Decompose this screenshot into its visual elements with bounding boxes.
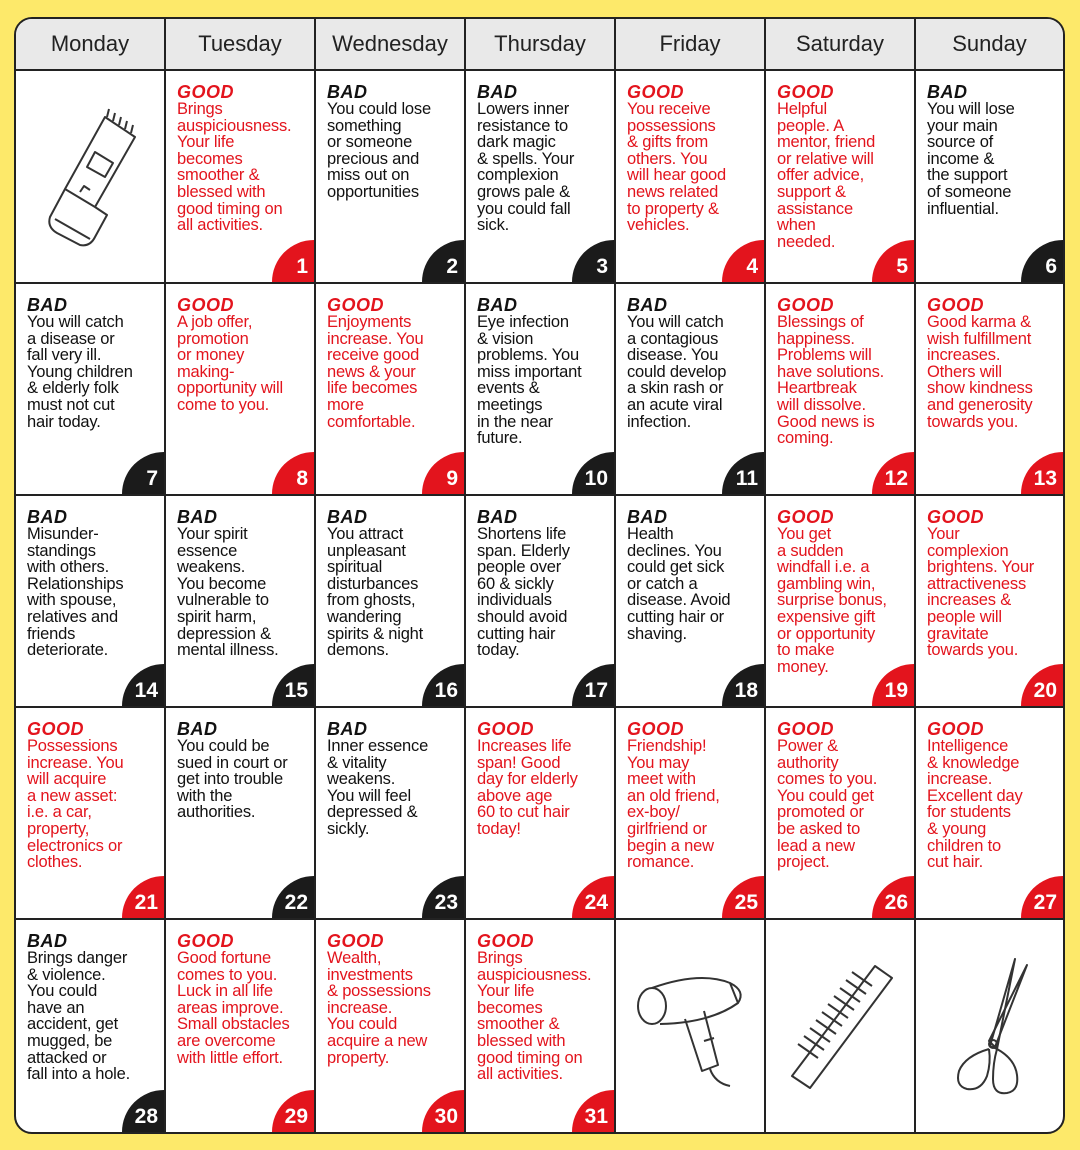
day-number-badge: 4 <box>722 240 764 282</box>
day-cell <box>466 708 616 920</box>
day-rating: BAD <box>327 507 368 527</box>
day-cell <box>616 708 766 920</box>
day-cell <box>166 920 316 1132</box>
day-rating: GOOD <box>927 507 985 527</box>
day-description: You attract unpleasant spiritual disturbances from ghosts, wandering spirits & night demons. <box>327 525 424 660</box>
day-rating: GOOD <box>627 719 685 739</box>
day-rating: GOOD <box>927 295 985 315</box>
day-cell <box>466 920 616 1132</box>
day-number-badge: 1 <box>272 240 314 282</box>
day-description: You will catch a disease or fall very ill. Young children & elderly folk must not cut hair today. <box>27 313 133 431</box>
weekday-wednesday: Wednesday <box>316 19 466 69</box>
day-cell <box>316 496 466 708</box>
weekday-tuesday: Tuesday <box>166 19 316 69</box>
day-cell <box>166 71 316 284</box>
day-cell <box>916 496 1063 708</box>
hair-clipper-illustration-cell <box>16 71 166 284</box>
scissors-illustration-cell <box>916 920 1063 1132</box>
day-rating: GOOD <box>177 82 235 102</box>
day-cell <box>316 71 466 284</box>
day-number-badge: 19 <box>872 664 914 706</box>
day-rating: BAD <box>477 507 518 527</box>
day-rating: GOOD <box>477 719 535 739</box>
day-cell <box>166 284 316 496</box>
day-rating: BAD <box>627 507 668 527</box>
day-description: Brings auspiciousness. Your life becomes smoother & blessed with good timing on all activities. <box>177 100 292 235</box>
day-number-badge: 3 <box>572 240 614 282</box>
day-number-badge: 24 <box>572 876 614 918</box>
day-rating: GOOD <box>627 82 685 102</box>
day-rating: GOOD <box>927 719 985 739</box>
day-number-badge: 7 <box>122 452 164 494</box>
day-rating: GOOD <box>777 719 835 739</box>
day-rating: GOOD <box>27 719 85 739</box>
day-number-badge: 6 <box>1021 240 1063 282</box>
day-rating: BAD <box>477 295 518 315</box>
day-number-badge: 27 <box>1021 876 1063 918</box>
day-number-badge: 21 <box>122 876 164 918</box>
day-cell <box>766 708 916 920</box>
weekday-thursday: Thursday <box>466 19 616 69</box>
day-rating: BAD <box>27 507 68 527</box>
day-cell <box>616 71 766 284</box>
day-rating: BAD <box>327 82 368 102</box>
comb-icon <box>780 956 900 1096</box>
day-cell <box>466 496 616 708</box>
day-description: Enjoyments increase. You receive good news & your life becomes more comfortable. <box>327 313 424 431</box>
day-cell <box>16 496 166 708</box>
day-number-badge: 9 <box>422 452 464 494</box>
day-description: Your complexion brightens. Your attractiveness increases & people will gravitate towards you. <box>927 525 1035 660</box>
day-cell <box>316 284 466 496</box>
day-description: Shortens life span. Elderly people over 60 & sickly individuals should avoid cutting hair today. <box>477 525 570 660</box>
weekday-sunday: Sunday <box>952 31 1027 56</box>
day-description: Intelligence & knowledge increase. Excellent day for students & young children to cut hair. <box>927 737 1023 872</box>
day-rating: GOOD <box>477 931 535 951</box>
day-description: Brings auspiciousness. Your life becomes smoother & blessed with good timing on all activities. <box>477 949 592 1084</box>
day-description: Lowers inner resistance to dark magic & spells. Your complexion grows pale & you could fall sick. <box>477 100 575 235</box>
day-number-badge: 15 <box>272 664 314 706</box>
day-rating: BAD <box>627 295 668 315</box>
day-rating: BAD <box>27 295 68 315</box>
day-cell <box>166 496 316 708</box>
day-number-badge: 29 <box>272 1090 314 1132</box>
weekday-friday: Friday <box>616 19 766 69</box>
day-description: Good fortune comes to you. Luck in all life areas improve. Small obstacles are overcome with little effort. <box>177 949 290 1067</box>
day-number-badge: 2 <box>422 240 464 282</box>
day-number-badge: 30 <box>422 1090 464 1132</box>
day-description: You get a sudden windfall i.e. a gambling win, surprise bonus, expensive gift or opportunity to make money. <box>777 525 887 676</box>
day-number-badge: 20 <box>1021 664 1063 706</box>
day-rating: GOOD <box>777 507 835 527</box>
day-description: Possessions increase. You will acquire a new asset: i.e. a car, property, electronics or clothes. <box>27 737 124 872</box>
day-number-badge: 25 <box>722 876 764 918</box>
day-number-badge: 17 <box>572 664 614 706</box>
day-rating: BAD <box>177 719 218 739</box>
day-description: Misunder- standings with others. Relationships with spouse, relatives and friends deteriorate. <box>27 525 124 660</box>
day-number-badge: 26 <box>872 876 914 918</box>
day-rating: BAD <box>477 82 518 102</box>
day-rating: GOOD <box>177 295 235 315</box>
day-number-badge: 13 <box>1021 452 1063 494</box>
day-cell <box>166 708 316 920</box>
day-rating: GOOD <box>177 931 235 951</box>
day-cell <box>16 284 166 496</box>
day-description: Blessings of happiness. Problems will have solutions. Heartbreak will dissolve. Good news is coming. <box>777 313 885 448</box>
day-rating: GOOD <box>327 931 385 951</box>
calendar-grid <box>16 71 1063 1132</box>
day-description: Eye infection & vision problems. You miss important events & meetings in the near future. <box>477 313 582 448</box>
day-number-badge: 8 <box>272 452 314 494</box>
day-cell <box>766 71 916 284</box>
day-description: Power & authority comes to you. You could get promoted or be asked to lead a new project. <box>777 737 878 872</box>
weekday-header <box>16 19 1063 71</box>
day-number-badge: 14 <box>122 664 164 706</box>
day-rating: BAD <box>327 719 368 739</box>
day-cell <box>16 920 166 1132</box>
day-number-badge: 23 <box>422 876 464 918</box>
day-rating: BAD <box>177 507 218 527</box>
day-description: You will lose your main source of income & the support of someone influential. <box>927 100 1015 218</box>
day-description: Health declines. You could get sick or catch a disease. Avoid cutting hair or shaving. <box>627 525 731 643</box>
day-cell <box>616 284 766 496</box>
day-description: Increases life span! Good day for elderly above age 60 to cut hair today! <box>477 737 578 838</box>
day-cell <box>316 708 466 920</box>
day-number-badge: 28 <box>122 1090 164 1132</box>
day-description: Brings danger & violence. You could have an accident, get mugged, be attacked or fall into a hole. <box>27 949 131 1084</box>
comb-illustration-cell <box>766 920 916 1132</box>
weekday-saturday: Saturday <box>766 19 916 69</box>
day-description: A job offer, promotion or money making- opportunity will come to you. <box>177 313 283 414</box>
day-description: Your spirit essence weakens. You become vulnerable to spirit harm, depression & mental illness. <box>177 525 279 660</box>
day-description: You could lose something or someone precious and miss out on opportunities <box>327 100 431 201</box>
day-cell <box>766 284 916 496</box>
day-cell <box>316 920 466 1132</box>
weekday-monday: Monday <box>16 19 166 69</box>
day-description: Wealth, investments & possessions increase. You could acquire a new property. <box>327 949 431 1067</box>
day-description: You could be sued in court or get into trouble with the authorities. <box>177 737 288 822</box>
day-rating: BAD <box>927 82 968 102</box>
hair-cutting-calendar <box>14 17 1065 1134</box>
day-number-badge: 10 <box>572 452 614 494</box>
day-number-badge: 31 <box>572 1090 614 1132</box>
hair-dryer-illustration-cell <box>616 920 766 1132</box>
day-rating: GOOD <box>327 295 385 315</box>
day-cell <box>916 284 1063 496</box>
day-description: You will catch a contagious disease. You could develop a skin rash or an acute viral infection. <box>627 313 727 431</box>
day-rating: GOOD <box>777 82 835 102</box>
day-cell <box>916 71 1063 284</box>
day-description: Helpful people. A mentor, friend or relative will offer advice, support & assistance when needed. <box>777 100 876 251</box>
day-number-badge: 22 <box>272 876 314 918</box>
day-description: Inner essence & vitality weakens. You will feel depressed & sickly. <box>327 737 429 838</box>
day-cell <box>466 71 616 284</box>
day-cell <box>466 284 616 496</box>
day-rating: BAD <box>27 931 68 951</box>
day-cell <box>916 708 1063 920</box>
day-number-badge: 18 <box>722 664 764 706</box>
day-cell <box>766 496 916 708</box>
hair-dryer-icon <box>630 961 750 1091</box>
day-number-badge: 16 <box>422 664 464 706</box>
day-cell <box>16 708 166 920</box>
day-cell <box>616 496 766 708</box>
day-description: You receive possessions & gifts from others. You will hear good news related to property & vehicles. <box>627 100 727 235</box>
day-rating: GOOD <box>777 295 835 315</box>
scissors-icon <box>945 951 1035 1101</box>
day-description: Friendship! You may meet with an old friend, ex-boy/ girlfriend or begin a new romance. <box>627 737 720 872</box>
day-number-badge: 5 <box>872 240 914 282</box>
day-description: Good karma & wish fulfillment increases. Others will show kindness and generosity towards you. <box>927 313 1033 431</box>
hair-clipper-icon <box>35 107 145 247</box>
day-number-badge: 12 <box>872 452 914 494</box>
day-number-badge: 11 <box>722 452 764 494</box>
